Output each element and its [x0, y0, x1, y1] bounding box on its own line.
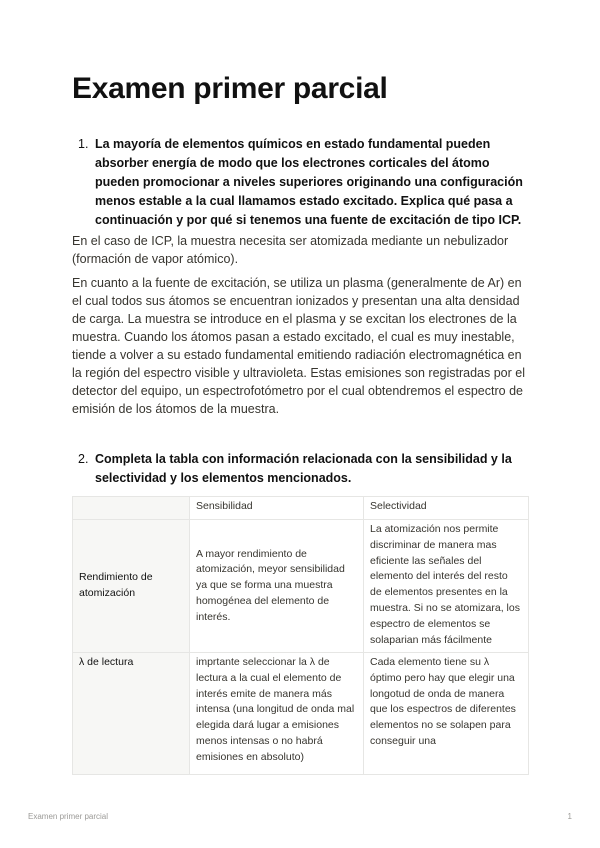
- comparison-table: [72, 496, 529, 775]
- table-row: [73, 520, 529, 653]
- question-2-text: Completa la tabla con información relacionada con la sensibilidad y la selectividad y los elementos mencionados.: [95, 452, 512, 485]
- table-header-selectividad: Selectividad: [364, 497, 529, 520]
- row-label-rendimiento: Rendimiento de atomización: [73, 520, 190, 653]
- cell-sensibilidad-rendimiento: A mayor rendimiento de atomización, meyor sensibilidad ya que se forma una muestra homogénea del elemento de interés.: [190, 520, 364, 653]
- page-title: Examen primer parcial: [72, 72, 388, 105]
- cell-selectividad-lambda: Cada elemento tiene su λ óptimo pero hay que elegir una longotud de onda de manera que los espectros de diferentes elementos no se solapen para conseguir una: [364, 653, 529, 775]
- cell-selectividad-rendimiento: La atomización nos permite discriminar de manera mas eficiente las señales del elemento del interés del resto de elementos presentes en la muestra. Si no se atomizara, los espectro de elementos se solaparian más fácilmente: [364, 520, 529, 653]
- footer-page-number: 1: [567, 812, 572, 821]
- table-header-empty: [73, 497, 190, 520]
- answer-1-paragraph-2: En cuanto a la fuente de excitación, se utiliza un plasma (generalmente de Ar) en el cual todos sus átomos se encuentran ionizados y presentan una alta densidad de carga. La muestra se introduce en el plasma y se excitan los electrones de la muestra. Cuando los átomos pasan a estado excitado, el cual es muy inestable, tiende a volver a su estado fundamental emitiendo radiación electromagnética en la región del espectro visible y ultravioleta. Estas emisiones son registradas por el detector del equipo, un espectrofotómetro por el cual obtendremos el espectro de emisión de los átomos de la muestra.: [72, 276, 526, 416]
- footer-title: Examen primer parcial: [28, 812, 109, 821]
- cell-sensibilidad-lambda: imprtante seleccionar la λ de lectura a la cual el elemento de interés emite de manera más intensa (una longitud de onda mal elegida dará lugar a emisiones menos intensas o no habrá emisiones en absoluto): [190, 653, 364, 775]
- question-2-number: 2.: [78, 452, 89, 466]
- answer-1-paragraph-1: En el caso de ICP, la muestra necesita ser atomizada mediante un nebulizador (formación de vapor atómico).: [72, 234, 509, 266]
- table-header-sensibilidad: Sensibilidad: [190, 497, 364, 520]
- table-header-row: [73, 497, 529, 520]
- question-1-number: 1.: [78, 137, 89, 151]
- question-1-text: La mayoría de elementos químicos en estado fundamental pueden absorber energía de modo que los electrones corticales del átomo pueden promocionar a niveles superiores originando una configuración menos estable a la cual llamamos estado excitado. Explica qué pasa a continuación y por qué si tenemos una fuente de excitación de tipo ICP.: [95, 137, 523, 227]
- row-label-lambda: λ de lectura: [73, 653, 190, 775]
- table-row: [73, 653, 529, 775]
